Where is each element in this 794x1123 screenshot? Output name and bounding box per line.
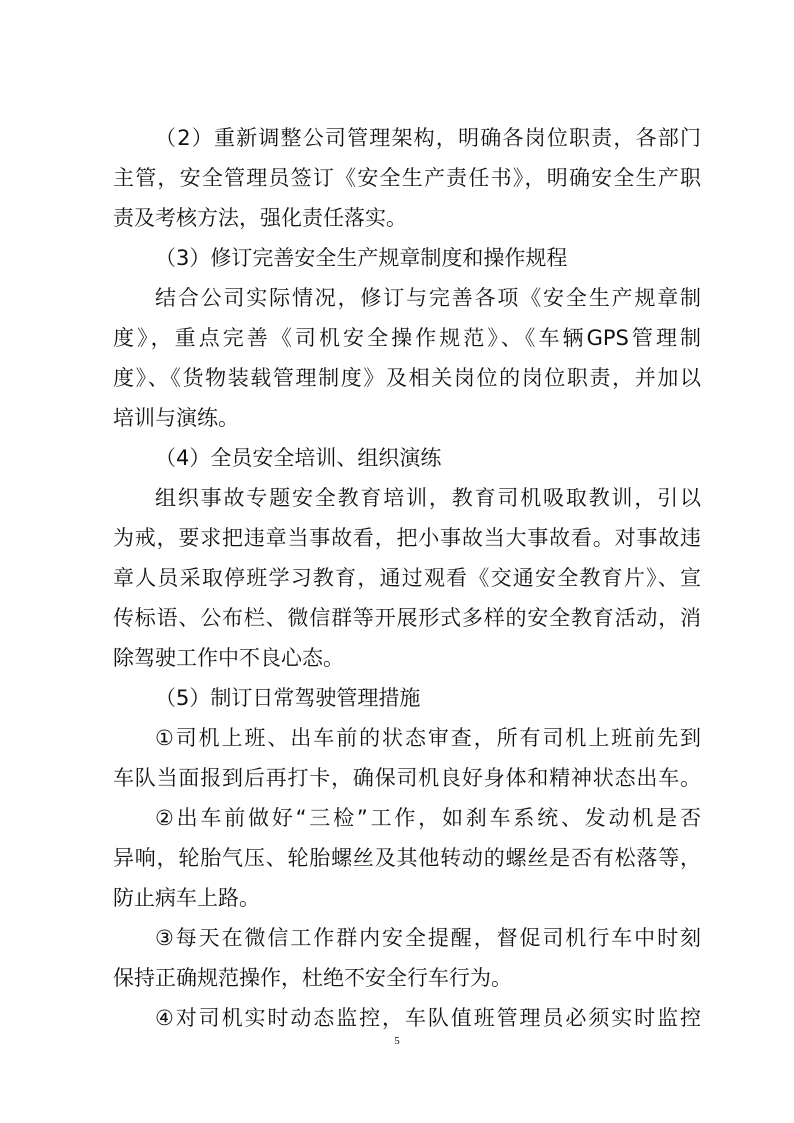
- paragraph-line: 度》，重点完善《司机安全操作规范》、《车辆GPS管理制: [113, 326, 701, 350]
- paragraph-line: ④对司机实时动态监控，车队值班管理员必须实时监控: [155, 1006, 701, 1030]
- section-heading: （3）修订完善安全生产规章制度和操作规程: [155, 246, 568, 270]
- page-number: 5: [394, 1035, 400, 1047]
- paragraph-line: 异响，轮胎气压、轮胎螺丝及其他转动的螺丝是否有松落等，: [113, 846, 701, 870]
- paragraph-line: 结合公司实际情况，修订与完善各项《安全生产规章制: [155, 286, 701, 310]
- paragraph-line: 保持正确规范操作，杜绝不安全行车行为。: [113, 966, 512, 990]
- paragraph-line: 防止病车上路。: [113, 886, 260, 910]
- paragraph-line: 主管，安全管理员签订《安全生产责任书》，明确安全生产职: [113, 166, 701, 190]
- paragraph-line: 章人员采取停班学习教育，通过观看《交通安全教育片》、宣: [113, 566, 701, 590]
- paragraph-line: 为戒，要求把违章当事故看，把小事故当大事故看。对事故违: [113, 526, 701, 550]
- document-body: [113, 118, 701, 1038]
- paragraph-line: 车队当面报到后再打卡，确保司机良好身体和精神状态出车。: [113, 766, 701, 790]
- paragraph-line: 除驾驶工作中不良心态。: [113, 646, 344, 670]
- paragraph-line: 度》、《货物装载管理制度》及相关岗位的岗位职责，并加以: [113, 366, 701, 390]
- paragraph-line: 组织事故专题安全教育培训，教育司机吸取教训，引以: [155, 486, 701, 510]
- paragraph-line: （2）重新调整公司管理架构，明确各岗位职责，各部门: [155, 126, 701, 150]
- paragraph-line: ①司机上班、出车前的状态审查，所有司机上班前先到: [155, 726, 701, 750]
- section-heading: （4）全员安全培训、组织演练: [155, 446, 442, 470]
- paragraph-line: 培训与演练。: [113, 406, 239, 430]
- paragraph-line: ③每天在微信工作群内安全提醒，督促司机行车中时刻: [155, 926, 701, 950]
- paragraph-line: 责及考核方法，强化责任落实。: [113, 206, 407, 230]
- paragraph-line: ②出车前做好“三检”工作，如刹车系统、发动机是否: [155, 806, 701, 830]
- section-heading: （5）制订日常驾驶管理措施: [155, 686, 421, 710]
- paragraph-line: 传标语、公布栏、微信群等开展形式多样的安全教育活动，消: [113, 606, 701, 630]
